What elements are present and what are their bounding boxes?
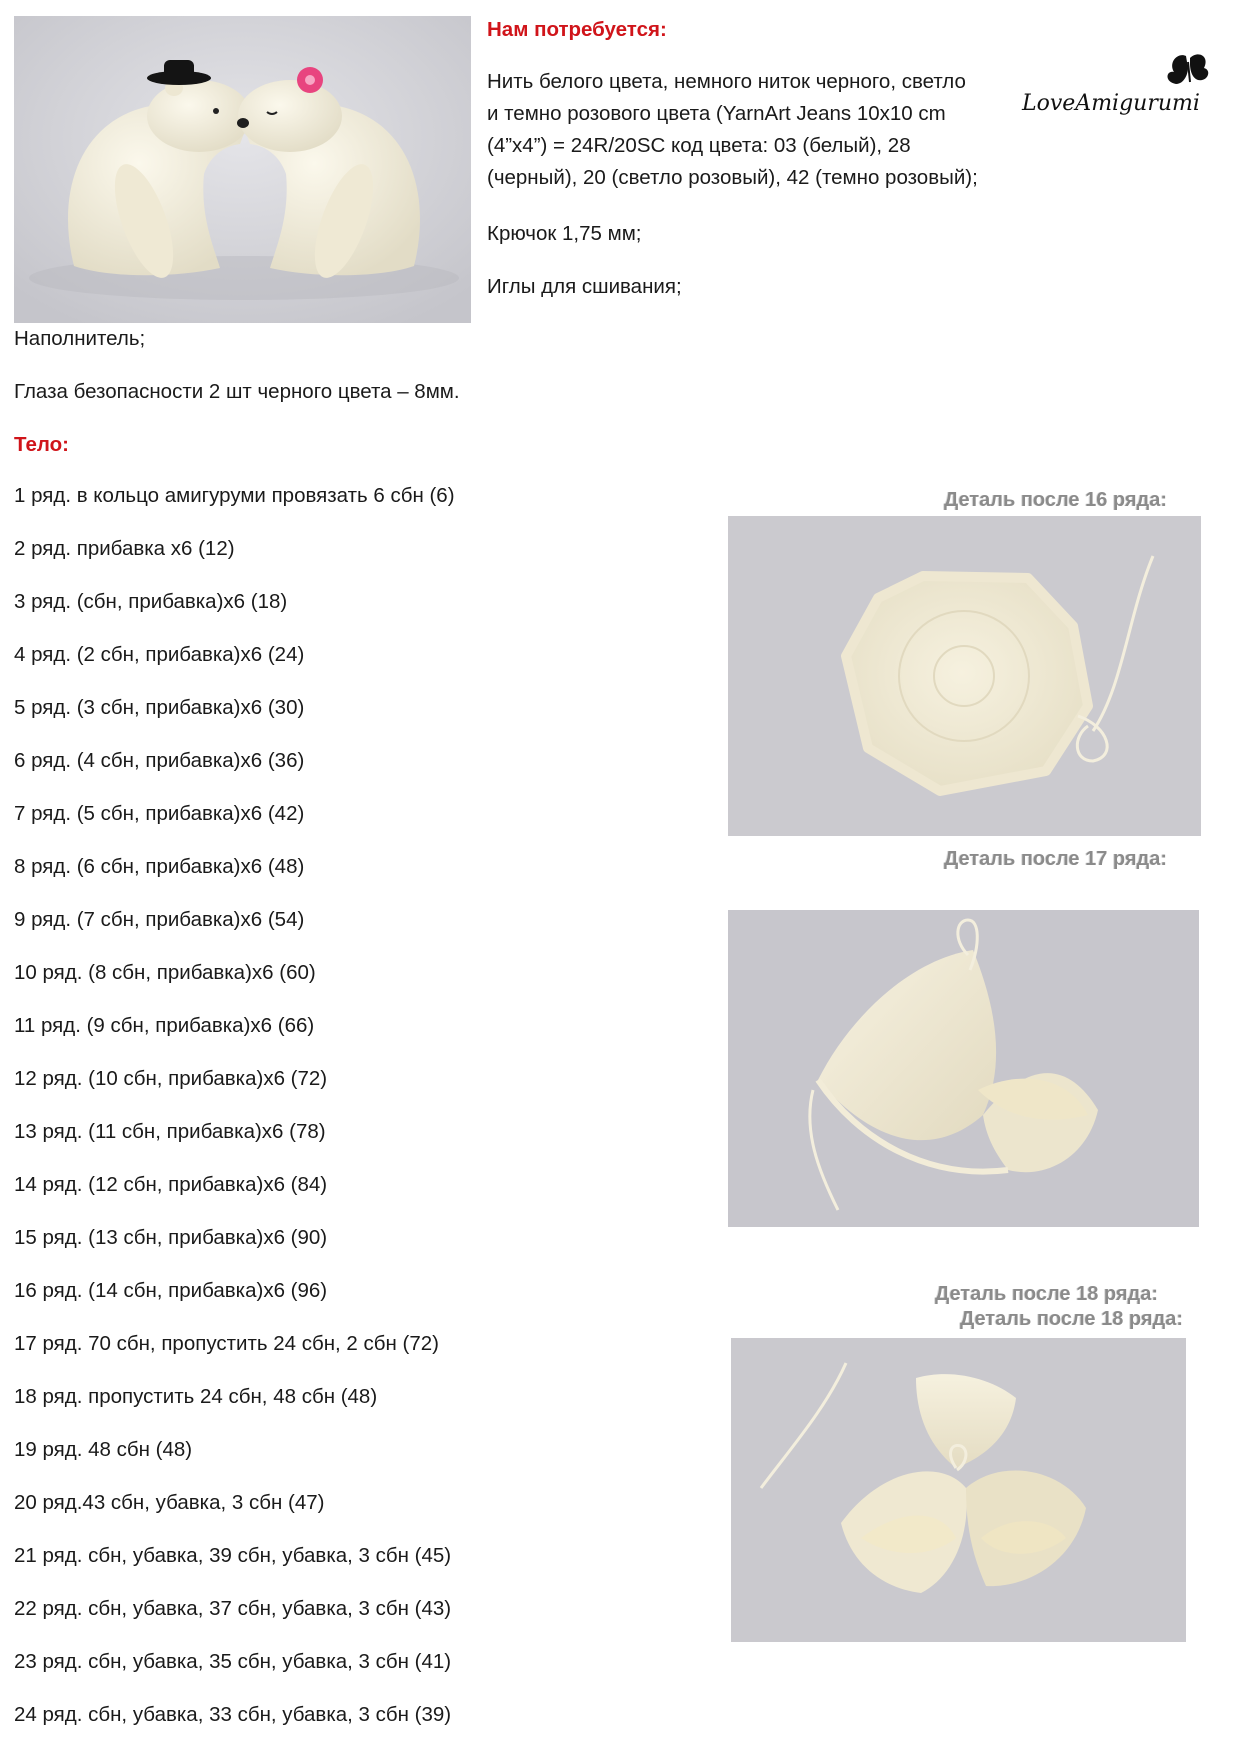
caption-after-16: Деталь после 16 ряда: <box>944 489 1168 511</box>
yarn-line-4: (черный), 20 (светло розовый), 42 (темно розовый); <box>487 166 978 189</box>
photo-after-17 <box>728 910 1199 1227</box>
body-row: 6 ряд. (4 сбн, прибавка)х6 (36) <box>14 749 305 772</box>
body-row: 5 ряд. (3 сбн, прибавка)х6 (30) <box>14 696 305 719</box>
body-row: 15 ряд. (13 сбн, прибавка)х6 (90) <box>14 1226 328 1249</box>
body-row: 4 ряд. (2 сбн, прибавка)х6 (24) <box>14 643 305 666</box>
body-row: 11 ряд. (9 сбн, прибавка)х6 (66) <box>14 1014 315 1037</box>
body-row: 2 ряд. прибавка х6 (12) <box>14 537 235 560</box>
body-row: 9 ряд. (7 сбн, прибавка)х6 (54) <box>14 908 305 931</box>
caption-after-17: Деталь после 17 ряда: <box>944 848 1168 870</box>
body-row: 21 ряд. сбн, убавка, 39 сбн, убавка, 3 сбн (45) <box>14 1544 452 1567</box>
body-row: 3 ряд. (сбн, прибавка)х6 (18) <box>14 590 288 613</box>
body-row: 22 ряд. сбн, убавка, 37 сбн, убавка, 3 сбн (43) <box>14 1597 452 1620</box>
body-row: 14 ряд. (12 сбн, прибавка)х6 (84) <box>14 1173 328 1196</box>
body-row: 7 ряд. (5 сбн, прибавка)х6 (42) <box>14 802 305 825</box>
love-amigurumi-logo <box>1018 48 1218 118</box>
body-row: 20 ряд.43 сбн, убавка, 3 сбн (47) <box>14 1491 325 1514</box>
body-row: 13 ряд. (11 сбн, прибавка)х6 (78) <box>14 1120 326 1143</box>
yarn-line-1: Нить белого цвета, немного ниток черного, светло <box>487 70 966 93</box>
body-row: 18 ряд. пропустить 24 сбн, 48 сбн (48) <box>14 1385 378 1408</box>
body-row: 17 ряд. 70 сбн, пропустить 24 сбн, 2 сбн (72) <box>14 1332 439 1355</box>
body-row: 16 ряд. (14 сбн, прибавка)х6 (96) <box>14 1279 328 1302</box>
body-row: 10 ряд. (8 сбн, прибавка)х6 (60) <box>14 961 316 984</box>
needles-line: Иглы для сшивания; <box>487 275 682 298</box>
body-row: 24 ряд. сбн, убавка, 33 сбн, убавка, 3 сбн (39) <box>14 1703 452 1726</box>
caption-after-18-b: Деталь после 18 ряда: <box>960 1308 1184 1330</box>
body-row: 23 ряд. сбн, убавка, 35 сбн, убавка, 3 сбн (41) <box>14 1650 452 1673</box>
yarn-line-2: и темно розового цвета (YarnArt Jeans 10х10 cm <box>487 102 946 125</box>
photo-after-16 <box>728 516 1201 836</box>
bears-photo <box>14 16 471 323</box>
body-row: 1 ряд. в кольцо амигуруми провязать 6 сбн (6) <box>14 484 455 507</box>
yarn-line-3: (4”х4”) = 24R/20SC код цвета: 03 (белый), 28 <box>487 134 911 157</box>
body-heading: Тело: <box>14 433 70 456</box>
body-row: 12 ряд. (10 сбн, прибавка)х6 (72) <box>14 1067 328 1090</box>
caption-after-18-a: Деталь после 18 ряда: <box>935 1283 1159 1305</box>
butterfly-icon <box>1018 48 1218 118</box>
photo-after-18 <box>731 1338 1186 1642</box>
body-row: 8 ряд. (6 сбн, прибавка)х6 (48) <box>14 855 305 878</box>
eyes-line: Глаза безопасности 2 шт черного цвета – 8мм. <box>14 380 460 403</box>
hook-line: Крючок 1,75 мм; <box>487 222 642 245</box>
materials-heading: Нам потребуется: <box>487 18 667 41</box>
filler-line: Наполнитель; <box>14 327 146 350</box>
body-row: 19 ряд. 48 сбн (48) <box>14 1438 193 1461</box>
svg-text:LoveAmigurumi: LoveAmigurumi <box>1022 91 1200 116</box>
